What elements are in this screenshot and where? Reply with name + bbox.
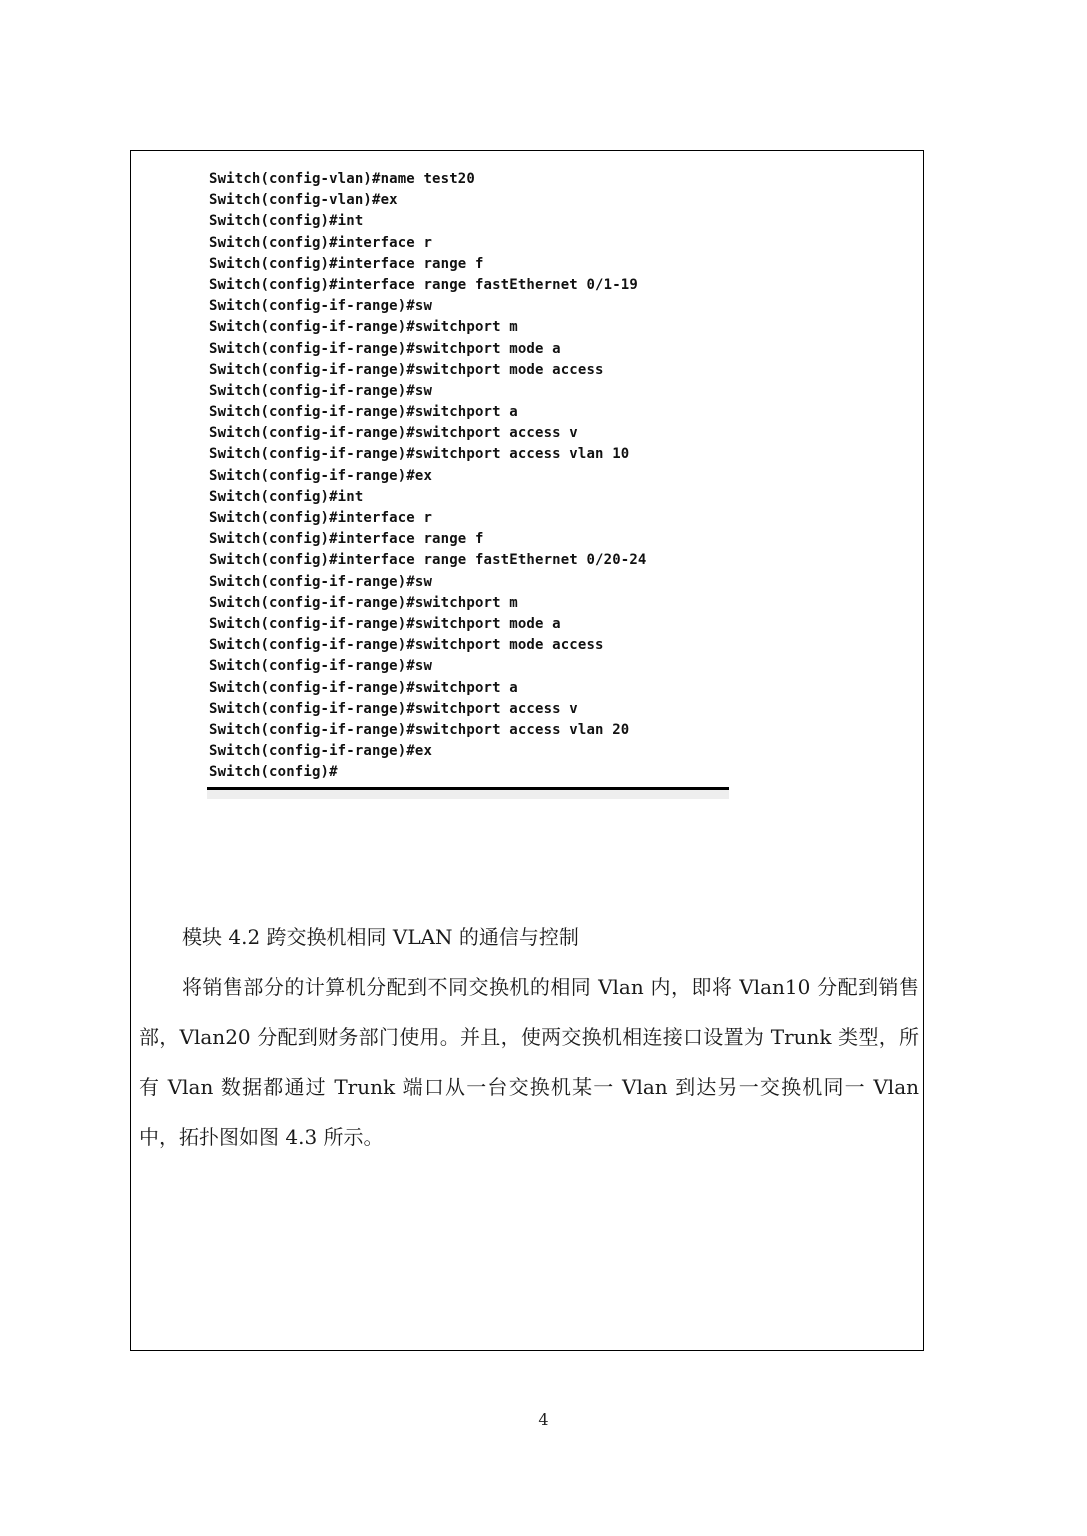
terminal-line: Switch(config)#interface r — [209, 234, 433, 251]
content-frame — [130, 150, 924, 1351]
page-number: 4 — [538, 1410, 549, 1429]
terminal-line: Switch(config-if-range)#switchport access v — [209, 700, 578, 717]
section-heading: 模块 4.2 跨交换机相同 VLAN 的通信与控制 — [182, 925, 579, 949]
terminal-line: Switch(config-if-range)#switchport mode access — [209, 637, 604, 654]
terminal-line: Switch(config-vlan)#name test20 — [209, 171, 475, 187]
terminal-line: Switch(config)#int — [209, 213, 364, 230]
terminal-line: Switch(config-if-range)#sw — [209, 382, 433, 399]
terminal-lines — [207, 169, 729, 783]
section-body — [139, 912, 919, 1162]
terminal-line: Switch(config-if-range)#switchport m — [209, 319, 518, 336]
terminal-line: Switch(config-vlan)#ex — [209, 192, 398, 209]
terminal-line: Switch(config)#interface range f — [209, 531, 484, 548]
terminal-line: Switch(config-if-range)#switchport mode a — [209, 340, 561, 357]
terminal-line: Switch(config-if-range)#sw — [209, 298, 433, 315]
terminal-line: Switch(config-if-range)#sw — [209, 658, 433, 675]
section-paragraph: 将销售部分的计算机分配到不同交换机的相同 Vlan 内，即将 Vlan10 分配到销售部，Vlan20 分配到财务部门使用。并且，使两交换机相连接口设置为 Trunk 类型，所有 Vlan 数据都通过 Trunk 端口从一台交换机某一 Vlan 到达另一交换机同一 Vlan 中，拓扑图如图 4.3 所示。 — [139, 975, 919, 1149]
terminal-line: Switch(config-if-range)#switchport m — [209, 594, 518, 611]
terminal-line: Switch(config-if-range)#switchport access v — [209, 425, 578, 442]
terminal-line: Switch(config)#int — [209, 488, 364, 505]
terminal-line: Switch(config-if-range)#ex — [209, 743, 433, 760]
terminal-screenshot — [207, 169, 729, 801]
terminal-scroll-edge — [207, 790, 729, 799]
terminal-line: Switch(config-if-range)#switchport a — [209, 404, 518, 421]
terminal-line: Switch(config-if-range)#switchport mode a — [209, 615, 561, 632]
terminal-line: Switch(config)#interface range fastEthernet 0/1-19 — [209, 276, 638, 293]
terminal-line: Switch(config-if-range)#switchport mode access — [209, 361, 604, 378]
terminal-line: Switch(config)#interface r — [209, 510, 433, 526]
terminal-line: Switch(config-if-range)#switchport access vlan 20 — [209, 721, 630, 738]
terminal-line: Switch(config-if-range)#sw — [209, 573, 433, 590]
terminal-line: Switch(config)# — [209, 764, 338, 781]
terminal-line: Switch(config-if-range)#switchport access vlan 10 — [209, 446, 630, 463]
terminal-line: Switch(config-if-range)#ex — [209, 467, 433, 484]
terminal-line: Switch(config-if-range)#switchport a — [209, 679, 518, 696]
terminal-line: Switch(config)#interface range fastEthernet 0/20-24 — [209, 552, 647, 569]
terminal-line: Switch(config)#interface range f — [209, 255, 484, 272]
